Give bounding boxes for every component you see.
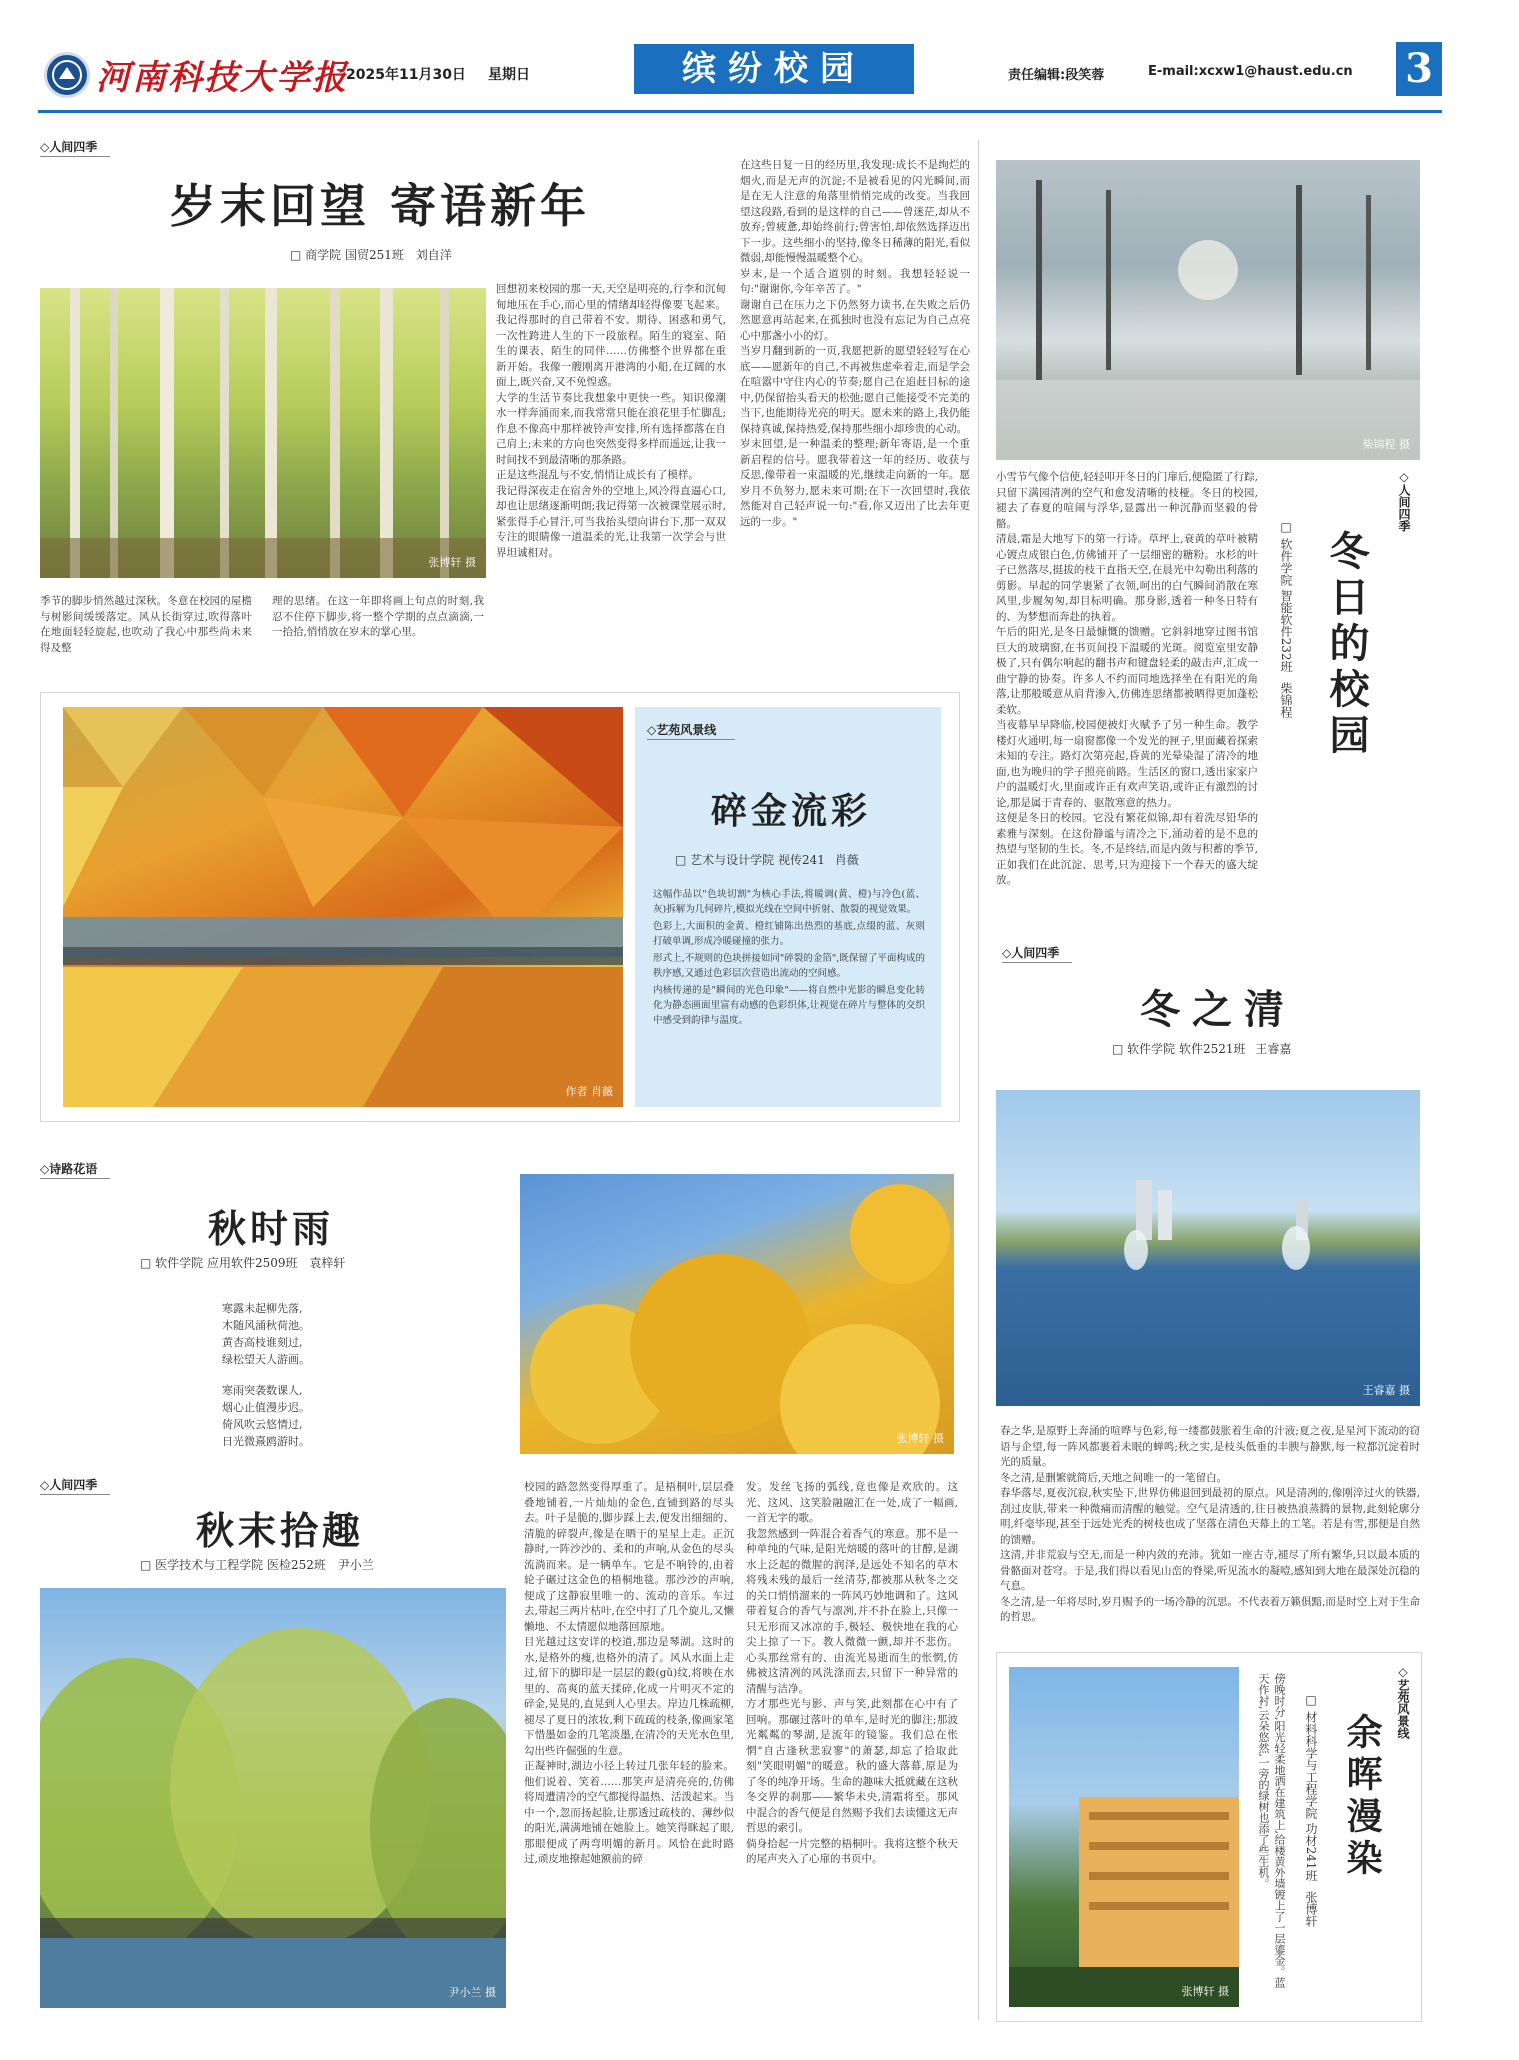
poem-author: 袁梓轩 [309, 1256, 346, 1270]
art-byline-text: 艺术与设计学院 视传241 [690, 853, 825, 867]
art-paragraph: 形式上,不规则的色块拼接如同"碎裂的金箔",既保留了平面构成的秩序感,又通过色彩层次营造出流动的空间感。 [653, 953, 925, 979]
tree-trunks-illustration [40, 288, 486, 578]
article1-photo-credit: 张博轩 摄 [428, 556, 476, 569]
willow-lake-illustration [40, 1588, 506, 2008]
art-feature-box [40, 692, 960, 1122]
poem-tag: ◇诗路花语 [40, 1162, 98, 1176]
byline-box: □ [1304, 1693, 1318, 1707]
poem-stanza-1 [222, 1300, 310, 1368]
afterglow-photo-building [1009, 1667, 1239, 2007]
winter-clear-photo-lake [996, 1090, 1420, 1406]
art-description [653, 887, 925, 1028]
winter-clear-author: 王睿嘉 [1255, 1042, 1292, 1056]
winter-clear-body: 春之华,是原野上奔涌的喧哗与色彩,每一缕都鼓胀着生命的汁液;夏之夜,是星河下流动的窃语与企望,每一阵风都裹着未眠的蝉鸣;秋之实,是枝头低垂的丰腴与静默,每一粒都沉淀着时光的质量。 冬之清,是删繁就简后,天地之间唯一的一笔留白。 春华落尽,夏夜沉寂,秋实坠下,世界仿佛退回到最初的原点。风是清冽的,像刚淬过火的铁器,刮过皮肤,带来一种微痛而清醒的触觉。空气是清透的,往日被热浪蒸腾的景物,此刻轮廓分明,纤毫毕现,甚至于远处光秃的树枝也成了坚落在清色天幕上的工笔。若是有雪,那便是自然的馈赠。 这清,并非荒寂与空无,而是一种内敛的充沛。犹如一座古寺,褪尽了所有繁华,只以最本质的骨骼面对苍穹。于是,我们得以看见山峦的脊梁,听见流水的凝噎,感知到大地在最深处沉稳的气息。 冬之清,是一年将尽时,岁月赐予的一场冷静的沉思。不代表着万籁俱黯,而是时空上对于生命的哲思。 [1000, 1425, 1420, 1623]
afterglow-box [996, 1652, 1422, 2022]
afterglow-title: 余晖漫染 [1341, 1713, 1383, 1881]
afterglow-photo-credit: 张博轩 摄 [1181, 1985, 1229, 1998]
art-paragraph: 内核传递的是"瞬间的光色印象"——将自然中光影的瞬息变化转化为静态画面里富有动感的色彩织体,让视觉在碎片与整体的交织中感受到韵律与温度。 [653, 985, 925, 1026]
editor-email[interactable]: E-mail:xcxw1@haust.edu.cn [1148, 64, 1353, 79]
winter-clear-tag: ◇人间四季 [1002, 946, 1060, 960]
byline-box: □ [140, 1558, 152, 1572]
editor-credit: 责任编辑:段笑蓉 [1008, 68, 1105, 83]
art-paragraph: 色彩上,大面积的金黄、橙红铺陈出热烈的基底,点缀的蓝、灰则打破单调,形成冷暖碰撞的张力。 [653, 921, 925, 947]
poem-byline [140, 1254, 345, 1271]
art-mosaic-painting [63, 707, 623, 1107]
article1-author: 刘自洋 [415, 248, 452, 262]
art-paragraph: 这幅作品以"色块切割"为核心手法,将暖调(黄、橙)与冷色(蓝、灰)拆解为几何碎片,模拟光线在空间中折射、散裂的视觉效果。 [653, 889, 925, 915]
section-title: 缤纷校园 [682, 49, 866, 89]
afterglow-poem: 傍晚时分,阳光轻柔地洒在建筑上,给楼黄外墙镀上了一层鎏金。蓝天作衬,云朵悠然,一旁的绿树也添了些生机。 [1257, 1673, 1286, 1988]
mosaic-shapes [63, 707, 623, 1107]
autumn-tag-rule [40, 1494, 110, 1495]
byline-box: □ [140, 1256, 152, 1270]
winter-campus-tag: ◇人间四季 [1397, 470, 1411, 532]
page-number-badge [1396, 42, 1442, 96]
winter-clear-byline [1112, 1040, 1291, 1057]
poem-line: 寒雨突袭数课人, [222, 1384, 303, 1397]
winter-clear-title: 冬之清 [1140, 986, 1296, 1033]
winter-campus-title: 冬日的校园 [1323, 530, 1370, 760]
poem-line: 日光微熹鸥游时。 [222, 1435, 310, 1448]
autumn-photo-willows [40, 1588, 506, 2008]
autumn-author: 尹小兰 [337, 1558, 374, 1572]
university-logo [44, 52, 90, 98]
autumn-col1: 校园的路忽然变得厚重了。是梧桐叶,层层叠叠地铺着,一片灿灿的金色,直铺到路的尽头去。叶子是脆的,脚步踩上去,便发出细细的、清脆的碎裂声,像是在晒干的星星上走。正沉静时,一阵沙沙的、柔和的声响,从金色的尽头流淌而来。是一辆单车。它是不响铃的,由着轮子碾过这金色的梧桐地毯。那沙沙的声响,便成了这静寂里唯一的、流动的音乐。车过去,带起三两片枯叶,在空中打了几个旋儿,又懒懒地、不太情愿似地落回原地。 目光越过这安详的校道,那边是琴湖。这时的水,是格外的瘦,也格外的清了。风从水面上走过,留下的脚印是一层层的縠(gǔ)纹,将映在水里的、高爽的蓝天揉碎,化成一片明灭不定的碎金,晃晃的,直晃到人心里去。岸边几株疏柳,褪尽了夏日的浓妆,剩下疏疏的枝条,像画家笔下惜墨如金的几笔淡墨,在清冷的天光水色里,勾出些许倔强的生意。 正凝神时,湖边小径上转过几张年轻的脸来。他们说着、笑着……那笑声是清亮亮的,仿佛将周遭清冷的空气都搅得温热、活泼起来。当中一个,忽而扬起脸,让那透过疏枝的、薄纱似的阳光,满满地铺在她脸上。她笑得眯起了眼,那眼便成了两弯明媚的新月。风恰在此时路过,顽皮地撩起她额前的碎 [524, 1481, 734, 1865]
winter-campus-byline [1278, 520, 1295, 718]
masthead-rule [38, 110, 1442, 113]
winter-campus-photo-credit: 柴锦程 摄 [1362, 438, 1410, 451]
poem-line: 烟心止值漫步迟。 [222, 1401, 310, 1414]
winter-campus-body: 小雪节气像个信使,轻轻叩开冬日的门扉后,便隐匿了行踪,只留下满园清冽的空气和愈发清晰的枝桠。冬日的校园,褪去了春夏的喧闹与浮华,显露出一种沉静而坚毅的骨骼。 清晨,霜是大地写下的第一行诗。草坪上,衰黄的草叶被精心镀点成银白色,仿佛铺开了一层细密的糖粉。水杉的叶子已然落尽,挺拔的枝干直指天空,在晨光中勾勒出利落的剪影。早起的同学裹紧了衣领,呵出的白气瞬间消散在寒风里,步履匆匆,却目标明确。那身影,透着一种冬日特有的、为梦想而奔赴的执着。 午后的阳光,是冬日最慷慨的馈赠。它斜斜地穿过图书馆巨大的玻璃窗,在书页间投下温暖的光斑。阅览室里安静极了,只有偶尔响起的翻书声和键盘轻柔的敲击声,汇成一曲宁静的协奏。许多人不约而同地选择坐在有阳光的角落,让那般暖意从肩背渗入,仿佛连思绪都被晒得更加蓬松柔软。 当夜幕早早降临,校园便被灯火赋予了另一种生命。教学楼灯火通明,每一扇窗都像一个发光的匣子,里面藏着探索未知的专注。路灯次第亮起,昏黄的光晕染湿了清冷的地面,也为晚归的学子照亮前路。生活区的窗口,透出家家户户的温暖灯火,里面或许正有欢声笑语,或许正有激烈的讨论,那是属于青春的、驱散寒意的热力。 这便是冬日的校园。它没有繁花似锦,却有着洗尽铅华的素雅与深刻。在这份静谧与清冷之下,涌动着的是不息的热望与坚韧的生长。冬,不是终结,而是内敛与积蓄的季节,正如我们在此沉淀、思考,只为迎接下一个春天的盛大绽放。 [996, 471, 1258, 886]
afterglow-byline-text: 材料科学与工程学院 功材241班 [1304, 1710, 1318, 1882]
art-tag-rule [647, 739, 735, 740]
winter-clear-photo-credit: 王睿嘉 摄 [1362, 1384, 1410, 1397]
page-number: 3 [1405, 45, 1433, 92]
byline-box: □ [290, 248, 302, 262]
lake-fountain-illustration [996, 1090, 1420, 1406]
article1-title: 岁末回望 寄语新年 [170, 179, 591, 233]
article1-photo-birch-trees [40, 288, 486, 578]
byline-box: □ [1112, 1042, 1124, 1056]
poem-line: 倚风吹云悠情过, [222, 1418, 303, 1431]
autumn-byline [140, 1556, 374, 1573]
art-author: 肖薇 [834, 853, 859, 867]
art-title: 碎金流彩 [711, 790, 872, 832]
afterglow-author: 张博轩 [1304, 1891, 1318, 1928]
winter-campus-header [1268, 470, 1420, 770]
byline-box: □ [1279, 520, 1293, 534]
byline-box: □ [675, 853, 687, 867]
issue-date: 2025年11月30日 [346, 67, 466, 83]
poem-line: 绿松望天人游画。 [222, 1353, 310, 1366]
winter-campus-author: 柴锦程 [1279, 682, 1293, 719]
article1-col1: 季节的脚步悄然越过深秋。冬意在校园的屋檐与树影间缓缓落定。风从长街穿过,吹得落叶在地面轻轻旋起,也吹动了我心中那些尚未来得及整 [40, 595, 252, 654]
poem-stanza-2 [222, 1382, 310, 1450]
issue-weekday: 星期日 [488, 67, 530, 83]
autumn-title: 秋末拾趣 [196, 1508, 365, 1553]
winter-campus-photo-frost [996, 160, 1420, 460]
art-byline [675, 851, 859, 868]
article1-byline-text: 商学院 国贸251班 [305, 248, 404, 262]
article1-col4: 在这些日复一日的经历里,我发现:成长不是绚烂的烟火,而是无声的沉淀;不是被看见的闪光瞬间,而是在无人注意的角落里悄悄完成的改变。当我回望这段路,看到的是这样的自己——曾迷茫,却从不放弃;曾疲惫,却始终前行;曾害怕,却依然选择迈出下一步。这些细小的坚持,像冬日稀薄的阳光,看似微弱,却能慢慢温暖整个心。 岁末,是一个适合道别的时刻。我想轻轻说一句:"谢谢你,今年辛苦了。" 谢谢自己在压力之下仍然努力读书,在失败之后仍然愿意再站起来,在孤独时也没有忘记为自己点亮心中那盏小小的灯。 当岁月翻到新的一页,我愿把新的愿望轻轻写在心底——愿新年的自己,不再被焦虑牵着走,而是学会在喧嚣中守住内心的节奏;愿自己在追赶目标的途中,仍保留抬头看天的松弛;愿自己能接受不完美的当下,也能期待光亮的明天。愿未来的路上,我仍能保持真诚,保持热爱,保持那些细小却珍贵的心动。 岁末回望,是一种温柔的整理;新年寄语,是一个重新启程的信号。愿我带着这一年的经历、收获与反思,像带着一束温暖的光,继续走向新的一年。愿岁月不负努力,愿未来可期;在下一次回望时,我依然能对自己轻声说一句:"看,你又迈出了比去年更远的一步。" [740, 159, 970, 528]
autumn-tag: ◇人间四季 [40, 1478, 98, 1492]
building-illustration [1009, 1667, 1239, 2007]
ginkgo-leaves-illustration [520, 1174, 954, 1454]
seal-icon [47, 55, 87, 95]
winter-clear-tag-rule [1002, 962, 1072, 963]
poem-line: 木随风涌秋荷池。 [222, 1319, 310, 1332]
winter-campus-byline-text: 软件学院 智能软件232班 [1279, 537, 1293, 673]
masthead [38, 42, 1482, 118]
article1-tag-rule [40, 156, 110, 157]
afterglow-tag: ◇艺苑风景线 [1396, 1665, 1410, 1739]
autumn-photo-credit: 尹小兰 摄 [448, 1986, 496, 1999]
article1-tag: ◇人间四季 [40, 140, 98, 154]
winter-clear-byline-text: 软件学院 软件2521班 [1127, 1042, 1246, 1056]
poem-photo-ginkgo [520, 1174, 954, 1454]
frost-trees-illustration [996, 160, 1420, 460]
autumn-col2: 发。发丝飞扬的弧线,竟也像是欢欣的。这光、这风、这笑脸融融汇在一处,成了一幅画,一首无字的歌。 我忽然感到一阵混合着香气的寒意。那不是一种单纯的气味,是阳光焙暖的落叶的甘醇,是湖水上泛起的微腥的润泽,是远处不知名的草木将残未残的最后一丝清芬,都被那从秋冬之交的关口悄悄溜来的一阵风巧妙地调和了。这风带着复合的香气与凛冽,并不扑在脸上,只像一只无形而又冰凉的手,极轻、极快地在我的心尖上掠了一下。教人微微一颤,却并不悲伤。心头那丝常有的、由流光易逝而生的怅惘,仿佛被这清冽的风洗涤而去,只留下一种异常的清醒与洁净。 方才那些光与影、声与笑,此刻都在心中有了回响。那碾过落叶的单车,是时光的脚注;那波光粼粼的琴湖,是流年的镜鉴。我们总在怅惘"自古逢秋悲寂寥"的萧瑟,却忘了拾取此刻"笑眼明媚"的暖意。秋的盛大落幕,原是为了冬的纯净开场。生命的趣味大抵就藏在这秋冬交界的刹那——繁华未央,清霜将至。那风中混合的香气便是自然赐予我们去读懂这无声哲思的索引。 倘身拾起一片完整的梧桐叶。我将这整个秋天的尾声夹入了心扉的书页中。 [746, 1481, 958, 1865]
poem-title: 秋时雨 [208, 1206, 335, 1251]
paper-name: 河南科技大学报 [96, 58, 348, 98]
article1-byline [290, 246, 452, 263]
article1-col2: 理的思绪。在这一年即将画上句点的时刻,我忍不住停下脚步,将一整个学期的点点滴滴,一一拾拾,悄悄放在岁末的掌心里。 [272, 595, 484, 638]
autumn-byline-text: 医学技术与工程学院 医检252班 [155, 1558, 326, 1572]
afterglow-byline [1303, 1693, 1320, 1927]
poem-line: 黄杏高枝谁刻过, [222, 1336, 303, 1349]
art-tag: ◇艺苑风景线 [647, 723, 717, 737]
poem-line: 寒露未起柳先落, [222, 1302, 303, 1315]
art-text-panel [635, 707, 941, 1107]
art-credit: 作者 肖薇 [565, 1085, 613, 1098]
column-divider [978, 140, 979, 2020]
article1-col3: 回想初来校园的那一天,天空是明亮的,行李和沉甸甸地压在手心,而心里的情绪却轻得像要飞起来。我记得那时的自己带着不安、期待、困惑和勇气,一次性跨进人生的下一段旅程。陌生的寝室、陌生的课表、陌生的同伴……仿佛整个世界都在重新开始。我像一艘刚离开港湾的小船,在辽阔的水面上,既兴奋,又不免惶惑。 大学的生活节奏比我想象中更快一些。知识像潮水一样奔涌而来,而我常常只能在浪花里手忙脚乱;作息不像高中那样被铃声安排,所有选择都落在自己肩上;未来的方向也突然变得多样而遥远,让我一时间找不到最清晰的那条路。 正是这些混乱与不安,悄悄让成长有了模样。 我记得深夜走在宿舍外的空地上,风冷得直逼心口,却也让思绪逐渐明朗;我记得第一次被课堂展示时,紧张得手心冒汗,可当我抬头望向讲台下,那一双双专注的眼睛像一道温柔的光,让我第一次学会与世界坦诚相对。 [496, 283, 726, 559]
poem-photo-credit: 张博轩 摄 [896, 1432, 944, 1445]
poem-tag-rule [40, 1178, 110, 1179]
poem-byline-text: 软件学院 应用软件2509班 [155, 1256, 298, 1270]
section-banner [634, 44, 914, 94]
